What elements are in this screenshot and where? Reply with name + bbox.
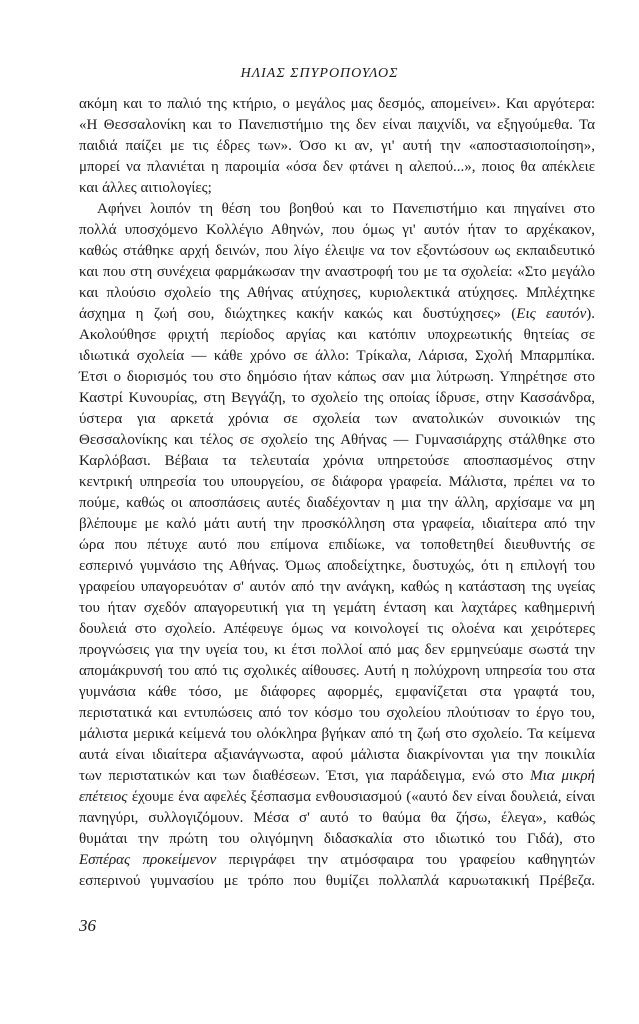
text-segment: Θεσσαλονίκης και τέλος σε σχολείο της Αθήνας — Γυμνασιάρχης στάλθηκε στο xyxy=(79,432,595,448)
text-segment: Καρλόβασι. Βέβαια τα τελευταία χρόνια υπηρετούσε αποσπασμένος στην xyxy=(79,453,595,469)
text-segment: άσχημα η ζωή σου, διώχτηκες κακήν κακώς και δυστύχησες» ( xyxy=(79,306,517,322)
text-segment: ακόμη και το παλιό της κτήριο, ο μεγάλος μας δεσμός, απομείνει». Και αργότερα: xyxy=(79,96,595,112)
text-segment: ). xyxy=(586,306,595,322)
text-line xyxy=(79,304,595,325)
text-segment: Καστρί Κυνουρίας, στη Βεγγάζη, το σχολείο της οποίας ίδρυσε, στην Κασσάνδρα, xyxy=(79,390,595,406)
text-line xyxy=(79,262,595,283)
running-head: ΗΛΙΑΣ ΣΠΥΡΟΠΟΥΛΟΣ xyxy=(240,66,399,81)
text-line xyxy=(79,745,595,766)
text-segment: πανηγύρι, συλλογιζόμουν. Μέσα σ' αυτό το θαύμα θα ζήσω, έλεγα», καθώς xyxy=(79,810,595,826)
text-line xyxy=(79,766,595,787)
text-segment: καθώς στάθηκε αρχή δεινών, που λίγο έλειψε να τον εξοντώσουν ως εκπαιδευτικό xyxy=(79,243,595,259)
text-segment: και πλούσιο σχολείο της Αθήνας ατύχησες, κυριολεκτικά ατύχησες. Μπλέχτηκε xyxy=(79,285,595,301)
text-segment: ιδιωτικά σχολεία — κάθε χρόνο σε άλλο: Τρίκαλα, Λάρισα, Σχολή Μπαρμπίκα. xyxy=(79,348,595,364)
text-line xyxy=(79,556,595,577)
text-line xyxy=(79,451,595,472)
text-segment: βλέπουμε με καλό μάτι αυτή την προσκόλληση στα γραφεία, ιδιαίτερα από την xyxy=(79,516,595,532)
text-segment: Έτσι ο διορισμός του στο δημόσιο ήταν κάπως σαν μια λύτρωση. Υπηρέτησε στο xyxy=(79,369,595,385)
text-segment: μπορεί να πλανιέται η παροιμία «όσα δεν φτάνει η αλεπού...», ποιος θα απέκλειε xyxy=(79,159,595,175)
text-line xyxy=(79,283,595,304)
text-segment: ώρα που πέτυχε αυτό που επίμονα επιδίωκε, να τοποθετηθεί διευθυντής σε xyxy=(79,537,595,553)
text-segment: και που στη συνέχεια φαρμάκωσαν την αναστροφή του με τα σχολεία: «Στο μεγάλο xyxy=(79,264,595,280)
text-line xyxy=(79,409,595,430)
italic-title: επέτειος xyxy=(79,789,128,805)
text-line xyxy=(79,598,595,619)
text-line xyxy=(79,136,595,157)
text-line xyxy=(79,724,595,745)
text-line xyxy=(79,220,595,241)
text-segment: του ήταν σχεδόν απαγορευτική για τη γεμάτη ένταση και λαχτάρες καθημερινή xyxy=(79,600,595,616)
text-line xyxy=(79,640,595,661)
text-line xyxy=(79,241,595,262)
text-line xyxy=(79,388,595,409)
text-line xyxy=(79,94,595,115)
text-line xyxy=(79,535,595,556)
text-line xyxy=(79,472,595,493)
text-segment: πούμε, καθώς οι αποσπάσεις αυτές διαδέχονταν η μια την άλλη, αρχίσαμε να μη xyxy=(79,495,595,511)
text-segment: πολλά υποσχόμενο Κολλέγιο Αθηνών, που όμως γι' αυτόν ήταν το αρχέκακον, xyxy=(79,222,595,238)
text-line xyxy=(79,367,595,388)
text-line xyxy=(79,430,595,451)
page-number: 36 xyxy=(79,916,96,935)
text-segment: ύστερα για αρκετά χρόνια σε σχολεία των ανατολικών συνοικιών της xyxy=(79,411,595,427)
text-line xyxy=(79,787,595,808)
text-line xyxy=(79,346,595,367)
body-text xyxy=(79,94,595,892)
italic-title: Εις εαυτόν xyxy=(516,306,587,322)
text-line xyxy=(79,493,595,514)
text-segment: των περιστατικών και των διαθέσεων. Έτσι, για παράδειγμα, ενώ στο xyxy=(79,768,531,784)
text-line xyxy=(79,871,595,892)
text-line xyxy=(79,619,595,640)
text-line xyxy=(79,661,595,682)
text-segment: περιστατικά και εντυπώσεις από τον κόσμο του σχολείου πλούτισαν το έργο του, xyxy=(79,705,595,721)
text-segment: απομάκρυνσή του από τις σχολικές αίθουσες. Αυτή η πολύχρονη υπηρεσία του στα xyxy=(79,663,595,679)
italic-title: Εσπέρας προκείμενον xyxy=(79,852,217,868)
text-line xyxy=(79,850,595,871)
text-segment: Ακολούθησε φριχτή περίοδος αργίας και κατόπιν υποχρεωτικής θητείας σε xyxy=(79,327,595,343)
text-segment: εσπερινού γυμνασίου με τρόπο που θυμίζει πολλαπλά καρυωτακική Πρέβεζα. xyxy=(79,873,595,889)
text-line xyxy=(79,514,595,535)
text-segment: «Η Θεσσαλονίκη και το Πανεπιστήμιο της δεν είναι παιχνίδι, να εξηγούμεθα. Τα xyxy=(79,117,595,133)
text-line xyxy=(79,157,595,178)
text-line xyxy=(79,199,595,220)
text-segment: γραφείου υπαγορευόταν σ' αυτόν από την ανάγκη, καθώς η κατάσταση της υγείας xyxy=(79,579,595,595)
text-segment: δουλειά στο σχολείο. Απέφευγε όμως να κοινολογεί τις ολοένα και χειρότερες xyxy=(79,621,595,637)
text-segment: προγνώσεις για την υγεία του, κι έτσι πολλοί από μας δεν ερμηνεύαμε σωστά την xyxy=(79,642,595,658)
text-line xyxy=(79,808,595,829)
text-segment: περιγράφει την ατμόσφαιρα του γραφείου καθηγητών xyxy=(216,852,595,868)
text-segment: παιδιά παίζει με τις έδρες των». Όσο κι αν, γι' αυτή την «αποστασιοποίηση», xyxy=(79,138,595,154)
text-segment: γυμνάσια κάθε τόσο, με διάφορες αφορμές, εμφανίζεται στα γραφτά του, xyxy=(79,684,595,700)
text-segment: εσπερινό γυμνάσιο της Αθήνας. Όμως αποδείχτηκε, δυστυχώς, ότι η επιλογή του xyxy=(79,558,595,574)
text-line xyxy=(79,703,595,724)
text-segment: μάλιστα μερικά κείμενά του ολόκληρα βγήκαν από τη ζωή στο σχολείο. Τα κείμενα xyxy=(79,726,595,742)
text-line xyxy=(79,577,595,598)
text-segment: θυμάται την πρώτη του ολιγόμηνη διδασκαλία στο ιδιωτικό του Γιδά), στο xyxy=(79,831,595,847)
text-line xyxy=(79,325,595,346)
text-segment: Αφήνει λοιπόν τη θέση του βοηθού και το Πανεπιστήμιο και πηγαίνει στο xyxy=(97,201,595,217)
text-line xyxy=(79,115,595,136)
text-segment: και άλλες αιτιολογίες; xyxy=(79,180,212,196)
text-segment: έχουμε ένα αφελές ξέσπασμα ενθουσιασμού («αυτό δεν είναι δουλειά, είναι xyxy=(127,789,595,805)
italic-title: Μια μικρή xyxy=(530,768,595,784)
text-segment: αυτά είναι ιδιαίτερα αξιανάγνωστα, αφού μάλιστα διακρίνονται για την ποικιλία xyxy=(79,747,595,763)
text-line xyxy=(79,682,595,703)
text-segment: κεντρική υπηρεσία του υπουργείου, σε διάφορα γραφεία. Μάλιστα, πρέπει να το xyxy=(79,474,595,490)
text-line xyxy=(79,829,595,850)
text-line xyxy=(79,178,595,199)
